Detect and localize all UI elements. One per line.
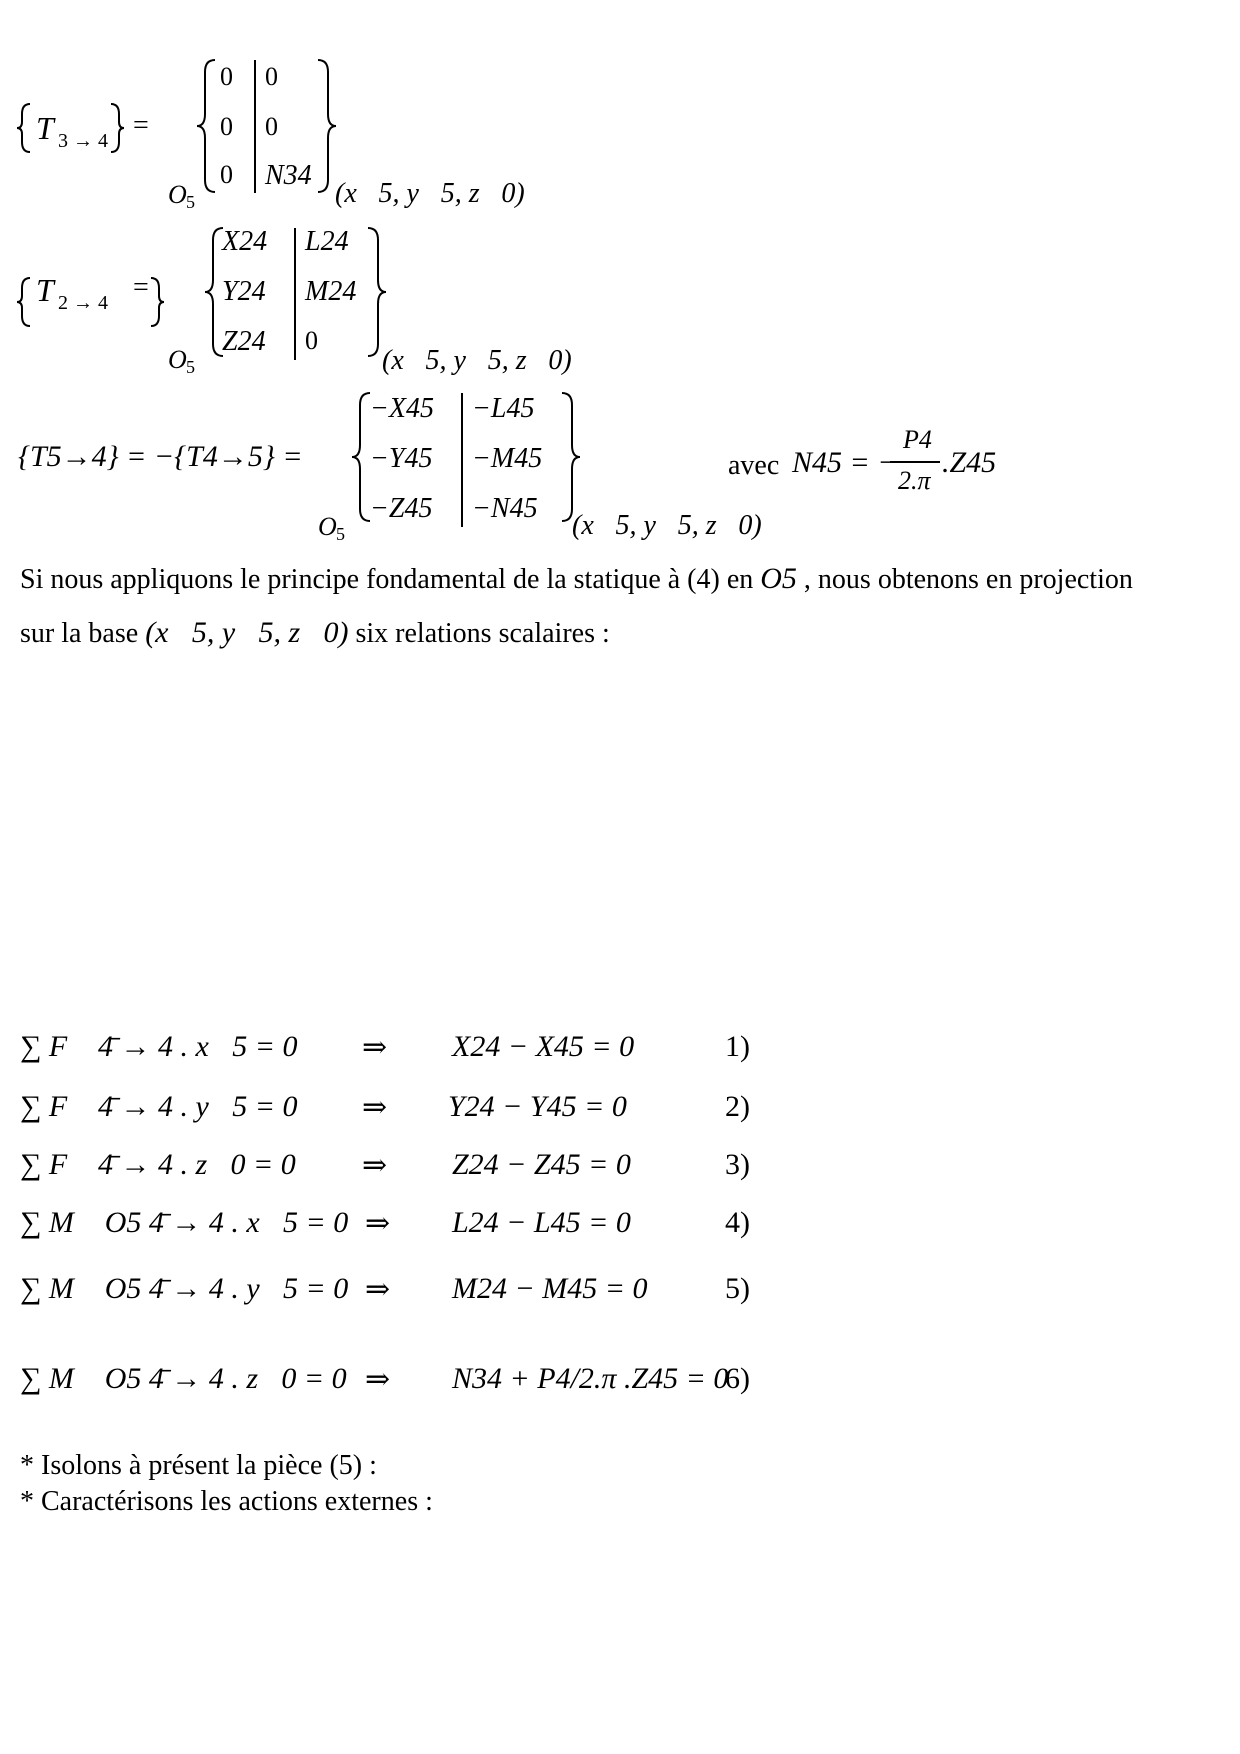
equation-1-lhs: ∑ F⃗ 4̄ → 4 . x⃗5 = 0 — [20, 1030, 298, 1063]
t54-basis: (x⃗5, y⃗5, z⃗0) — [572, 510, 762, 541]
implies-6: ⇒ — [365, 1363, 391, 1396]
equation-4-lhs: ∑ M⃗ O5 4̄ → 4 . x⃗5 = 0 — [20, 1206, 349, 1239]
t34-point: O — [168, 180, 187, 209]
t54-point-sub: 5 — [336, 524, 345, 544]
t34-right-0: 0 — [265, 62, 278, 91]
equation-4-rhs: L24 − L45 = 0 — [452, 1206, 631, 1239]
t54-right-1: −M45 — [472, 443, 543, 474]
equation-2-rhs: Y24 − Y45 = 0 — [448, 1090, 627, 1123]
t24-basis: (x⃗5, y⃗5, z⃗0) — [382, 345, 572, 376]
implies-5: ⇒ — [365, 1273, 391, 1306]
equation-6-number: 6) — [725, 1362, 750, 1395]
equation-3-rhs: Z24 − Z45 = 0 — [452, 1148, 631, 1181]
paragraph-line-1-b: , nous obtenons en projection — [803, 564, 1133, 595]
equation-2-number: 2) — [725, 1090, 750, 1123]
paragraph-line-2-b: six relations scalaires : — [355, 618, 610, 649]
equation-6-lhs: ∑ M⃗ O5 4̄ → 4 . z⃗0 = 0 — [20, 1362, 347, 1395]
implies-1: ⇒ — [362, 1031, 388, 1064]
t24-right-0: L24 — [305, 226, 349, 257]
t24-left-1: Y24 — [222, 276, 266, 307]
equation-1-number: 1) — [725, 1030, 750, 1063]
t24-equals: = — [133, 272, 149, 303]
t54-left-1: −Y45 — [370, 443, 433, 474]
t34-right-2: N34 — [265, 160, 312, 191]
t34-basis: (x⃗5, y⃗5, z⃗0) — [335, 178, 525, 209]
equation-2-lhs: ∑ F⃗ 4̄ → 4 . y⃗5 = 0 — [20, 1090, 298, 1123]
paragraph-line-1-a: Si nous appliquons le principe fondamental de la statique à (4) en — [20, 564, 754, 595]
t24-point-sub: 5 — [186, 357, 195, 377]
t54-point: O — [318, 512, 337, 541]
paragraph-line-1-math: O5 — [760, 562, 797, 595]
t34-right-1: 0 — [265, 112, 278, 141]
avec-num: P4 — [903, 425, 932, 454]
equation-1-rhs: X24 − X45 = 0 — [452, 1030, 635, 1063]
implies-4: ⇒ — [365, 1207, 391, 1240]
equation-3-lhs: ∑ F⃗ 4̄ → 4 . z⃗0 = 0 — [20, 1148, 296, 1181]
paragraph-line-2-math: (x⃗5, y⃗5, z⃗0) — [145, 616, 349, 649]
t24-left-2: Z24 — [222, 326, 266, 357]
footer-line-1: * Isolons à présent la pièce (5) : — [20, 1450, 377, 1481]
equation-5-number: 5) — [725, 1272, 750, 1305]
implies-3: ⇒ — [362, 1149, 388, 1182]
implies-2: ⇒ — [362, 1091, 388, 1124]
t54-left-0: −X45 — [370, 393, 434, 424]
t24-right-2: 0 — [305, 326, 318, 355]
equation-3-number: 3) — [725, 1148, 750, 1181]
t34-left-2: 0 — [220, 160, 233, 189]
t24-left-0: X24 — [222, 226, 268, 257]
avec-den: 2.π — [898, 466, 931, 495]
t54-right-2: −N45 — [472, 493, 538, 524]
t24-right-1: M24 — [305, 276, 357, 307]
equation-4-number: 4) — [725, 1206, 750, 1239]
t34-point-sub: 5 — [186, 192, 195, 212]
equation-5-lhs: ∑ M⃗ O5 4̄ → 4 . y⃗5 = 0 — [20, 1272, 349, 1305]
t24-point: O — [168, 345, 187, 374]
t54-lhs: {T5→4} = −{T4→5} = — [18, 440, 303, 473]
avec-label: avec — [728, 450, 780, 481]
t54-right-0: −L45 — [472, 393, 535, 424]
avec-rhs: .Z45 — [942, 446, 997, 479]
t24-lhs-main: T — [36, 272, 54, 308]
footer-line-2: * Caractérisons les actions externes : — [20, 1486, 433, 1517]
t24-lhs-sub: 2 → 4 — [58, 292, 108, 314]
equation-6-rhs: N34 + P4/2.π .Z45 = 0 — [452, 1362, 729, 1395]
t34-left-1: 0 — [220, 112, 233, 141]
t34-left-0: 0 — [220, 62, 233, 91]
paragraph-line-2-a: sur la base — [20, 618, 139, 649]
t34-equals: = — [133, 110, 149, 141]
t34-lhs-main: T — [36, 110, 54, 146]
t54-left-2: −Z45 — [370, 493, 433, 524]
paragraph-line-2 — [20, 616, 610, 650]
avec-lhs: N45 = − — [792, 446, 898, 479]
paragraph-line-1 — [20, 562, 1133, 596]
t34-lhs-sub: 3 → 4 — [58, 130, 108, 152]
equation-5-rhs: M24 − M45 = 0 — [452, 1272, 648, 1305]
